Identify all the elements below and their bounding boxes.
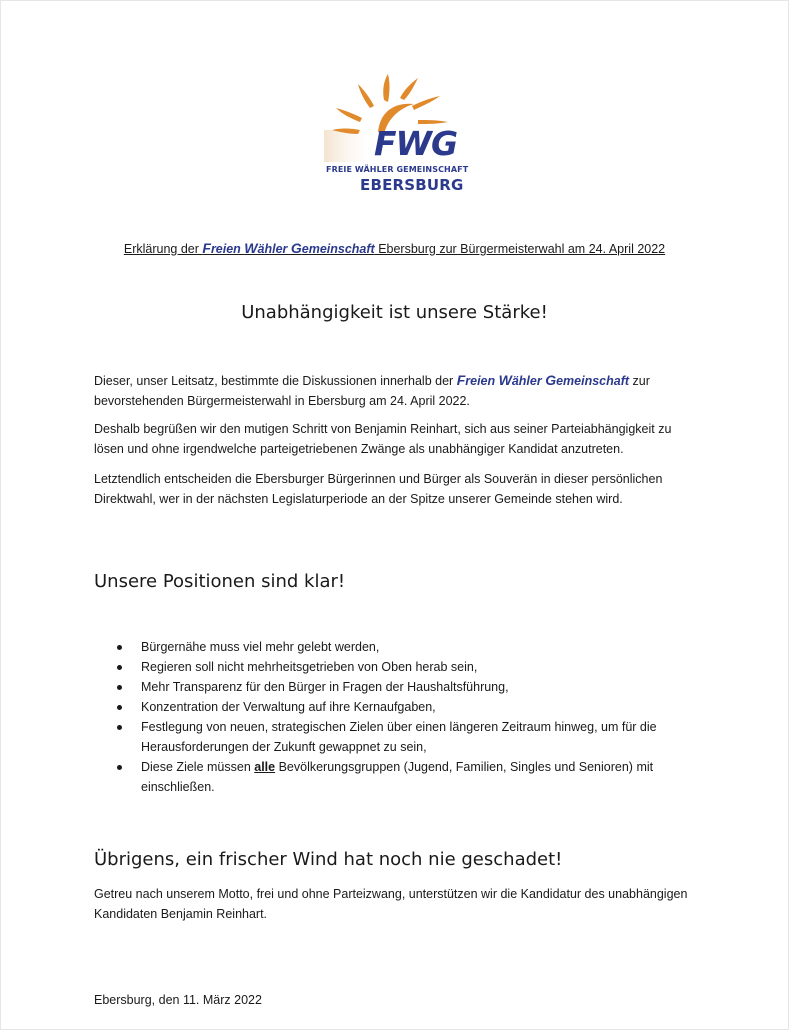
logo-wordmark: FWG <box>374 124 458 163</box>
brand-initial: W <box>498 372 512 388</box>
list-item-text: Regieren soll nicht mehrheitsgetrieben von Oben herab sein, <box>141 660 478 674</box>
list-item-text: Bevölkerungsgruppen (Jugend, Familien, Singles und Senioren) mit einschließen. <box>141 760 654 794</box>
emphasis-text: alle <box>254 760 276 774</box>
bullet-icon <box>117 705 122 710</box>
brand-initial: W <box>244 240 258 256</box>
brand-initial: F <box>456 372 466 388</box>
bullet-icon <box>117 765 122 770</box>
intro-paragraph-2: Deshalb begrüßen wir den mutigen Schritt von Benjamin Reinhart, sich aus seiner Parteiabhängigkeit zu lösen und ohne irgendwelche parteigetriebenen Zwänge als unabhängiger Kandidat anzutreten. <box>94 422 672 456</box>
intro-paragraph-3: Letztendlich entscheiden die Ebersburger Bürgerinnen und Bürger als Souverän in dieser persönlichen Direktwahl, wer in der nächsten Legislaturperiode an der Spitze unserer Gemeinde stehen wird. <box>94 472 663 506</box>
list-item-text: Festlegung von neuen, strategischen Zielen über einen längeren Zeitraum hinweg, um für die Herausforderungen der Zukunft gewappnet zu sein, <box>141 720 657 754</box>
bullet-icon <box>117 685 122 690</box>
closing-heading: Übrigens, ein frischer Wind hat noch nie geschadet! <box>94 849 563 870</box>
list-item-text: Bürgernähe muss viel mehr gelebt werden, <box>141 640 380 654</box>
list-item <box>94 697 704 717</box>
brand-initial: F <box>202 240 211 256</box>
brand-part: ähler <box>511 374 546 388</box>
brand-name <box>457 374 629 388</box>
brand-initial: G <box>290 240 302 256</box>
bullet-icon <box>117 725 122 730</box>
positions-list <box>94 637 704 797</box>
intro-paragraph-1 <box>94 370 704 411</box>
list-item-text: Mehr Transparenz für den Bürger in Fragen der Haushaltsführung, <box>141 680 509 694</box>
brand-part: emeinschaft <box>556 374 630 388</box>
list-item <box>94 637 704 657</box>
place-date: Ebersburg, den 11. März 2022 <box>94 993 262 1007</box>
declaration-line <box>0 240 789 256</box>
logo-subtitle: FREIE WÄHLER GEMEINSCHAFT <box>326 165 469 174</box>
brand-initial: G <box>545 372 557 388</box>
intro-text: Dieser, unser Leitsatz, bestimmte die Diskussionen innerhalb der <box>94 374 457 388</box>
fwg-logo <box>322 72 468 194</box>
list-item <box>94 757 704 797</box>
closing-paragraph: Getreu nach unserem Motto, frei und ohne Parteizwang, unterstützen wir die Kandidatur des unabhängigen Kandidaten Benjamin Reinhart. <box>94 887 688 921</box>
list-item-text: Konzentration der Verwaltung auf ihre Kernaufgaben, <box>141 700 436 714</box>
brand-name <box>202 242 374 256</box>
list-item <box>94 677 704 697</box>
bullet-icon <box>117 665 122 670</box>
list-item <box>94 657 704 677</box>
list-item <box>94 717 704 757</box>
intro-text: zur bevorstehenden Bürgermeisterwahl in Ebersburg am 24. April 2022. <box>94 374 650 408</box>
brand-part: emeinschaft <box>301 242 375 256</box>
slogan-heading: Unabhängigkeit ist unsere Stärke! <box>241 302 548 323</box>
brand-part: ähler <box>257 242 291 256</box>
declaration-suffix: Ebersburg zur Bürgermeisterwahl am 24. April 2022 <box>374 242 666 256</box>
brand-part: reien <box>210 242 245 256</box>
list-item-text: Diese Ziele müssen <box>141 760 255 774</box>
positions-heading: Unsere Positionen sind klar! <box>94 571 346 592</box>
bullet-icon <box>117 645 122 650</box>
declaration-prefix: Erklärung der <box>123 242 203 256</box>
logo-city: EBERSBURG <box>360 176 464 194</box>
brand-part: reien <box>465 374 499 388</box>
